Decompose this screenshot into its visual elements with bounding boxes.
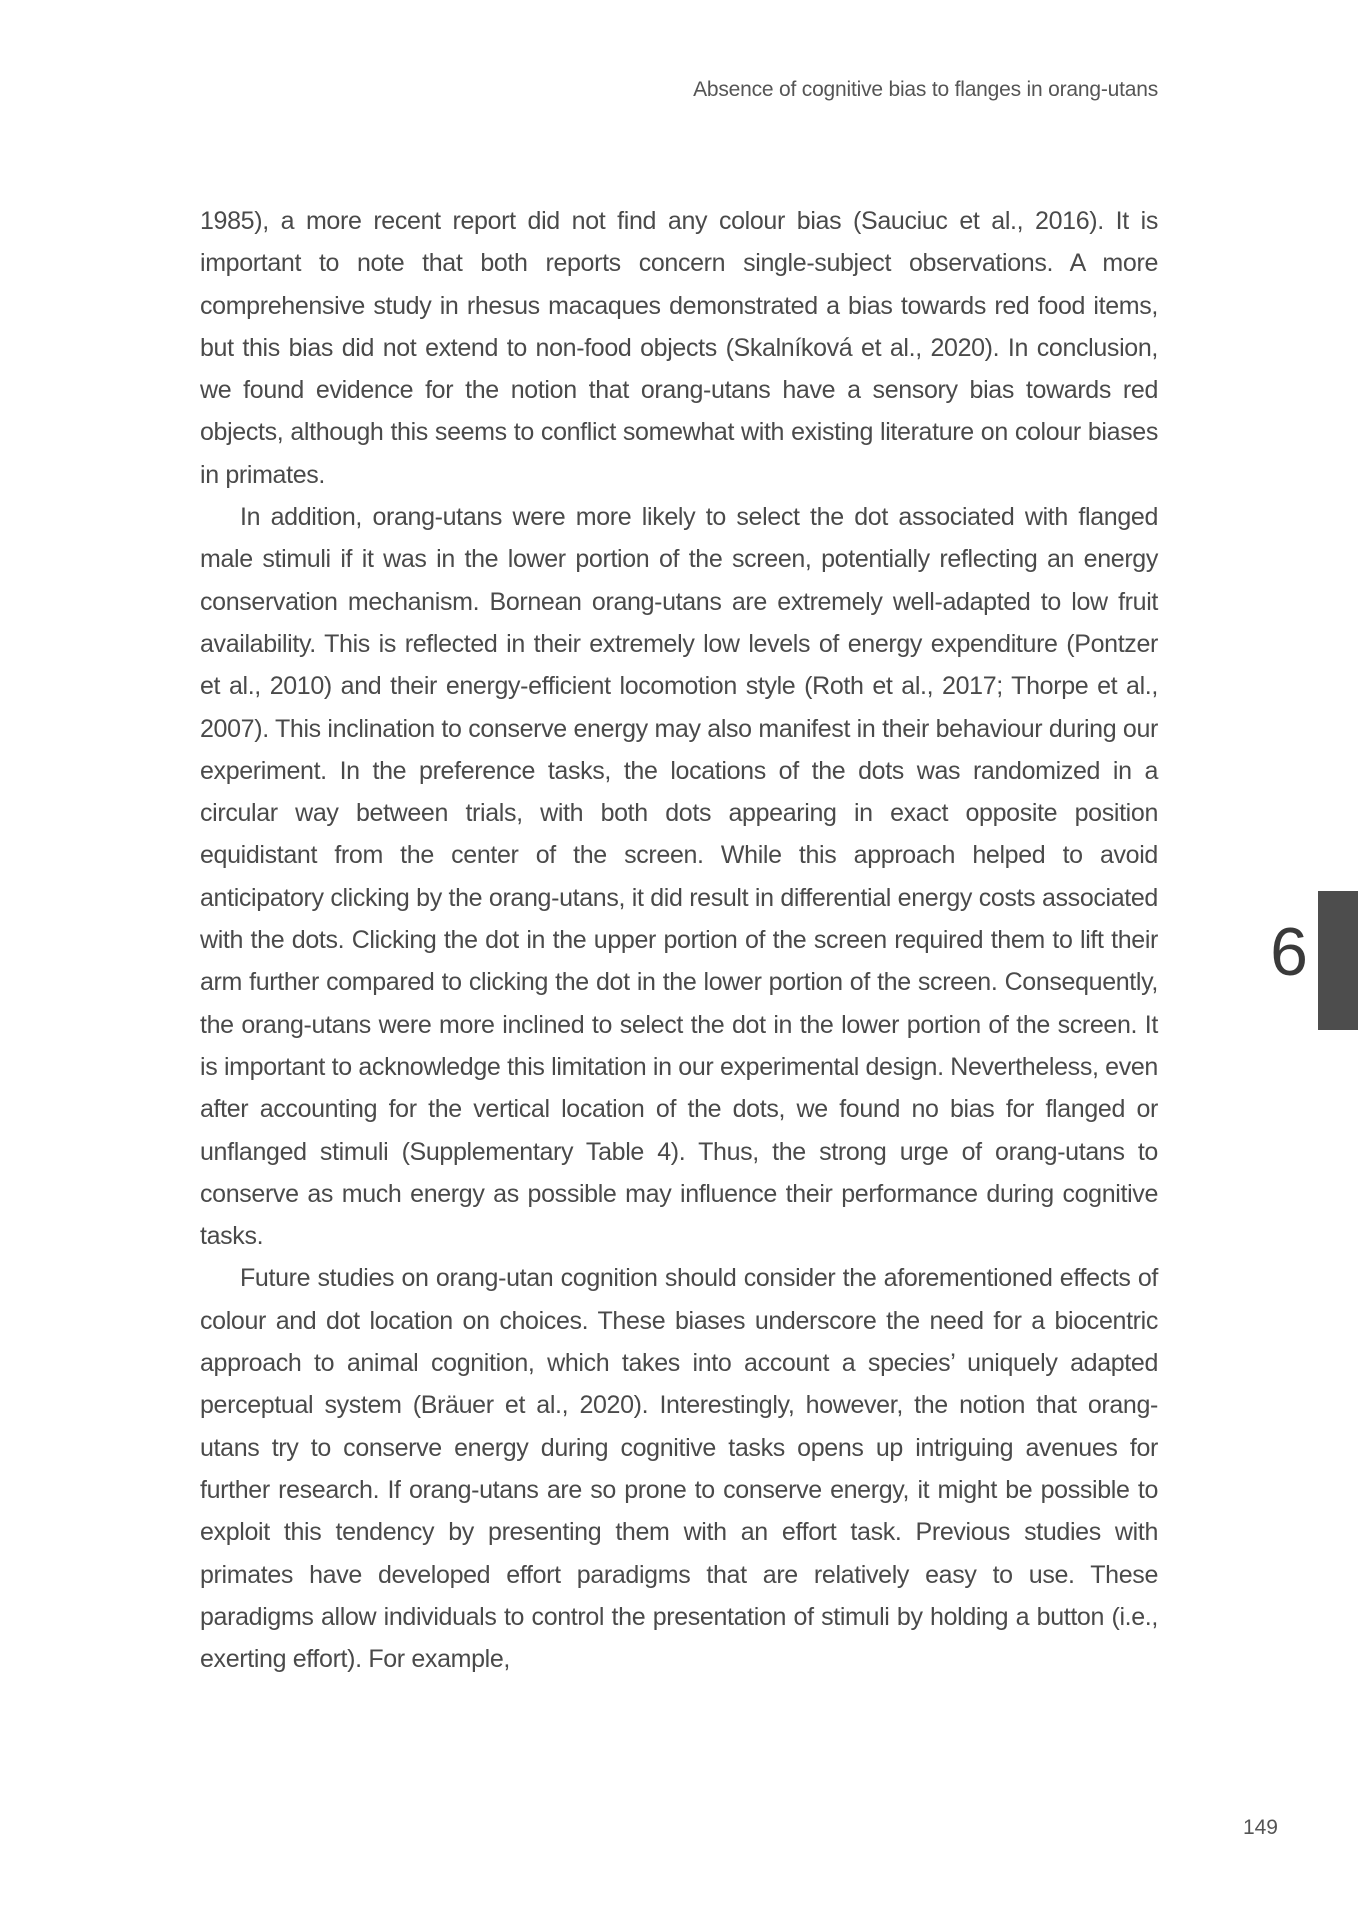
body-text: [200, 200, 1158, 1680]
chapter-tab-marker: [1318, 891, 1358, 1030]
paragraph: Future studies on orang-utan cognition should consider the aforementioned effects of colour and dot location on choices. These biases underscore the need for a biocentric approach to animal cognition, which takes into account a species’ uniquely adapted perceptual system (Bräuer et al., 2020). Interestingly, however, the notion that orang-utans try to conserve energy during cognitive tasks opens up intriguing avenues for further research. If orang-utans are so prone to conserve energy, it might be possible to exploit this tendency by presenting them with an effort task. Previous studies with primates have developed effort paradigms that are relatively easy to use. These paradigms allow individuals to control the presentation of stimuli by holding a button (i.e., exerting effort). For example,: [200, 1264, 1158, 1674]
chapter-number: 6: [1270, 914, 1308, 990]
paragraph: 1985), a more recent report did not find any colour bias (Sauciuc et al., 2016). It is important to note that both reports concern single-subject observations. A more comprehensive study in rhesus macaques demonstrated a bias towards red food items, but this bias did not extend to non-food objects (Skalníková et al., 2020). In conclusion, we found evidence for the notion that orang-utans have a sensory bias towards red objects, although this seems to conflict somewhat with existing literature on colour biases in primates.: [200, 207, 1158, 489]
running-header: Absence of cognitive bias to flanges in orang-utans: [693, 78, 1158, 101]
paragraph: In addition, orang-utans were more likely to select the dot associated with flanged male stimuli if it was in the lower portion of the screen, potentially reflecting an energy conservation mechanism. Bornean orang-utans are extremely well-adapted to low fruit availability. This is reflected in their extremely low levels of energy expenditure (Pontzer et al., 2010) and their energy-efficient locomotion style (Roth et al., 2017; Thorpe et al., 2007). This inclination to conserve energy may also manifest in their behaviour during our experiment. In the preference tasks, the locations of the dots was randomized in a circular way between trials, with both dots appearing in exact opposite position equidistant from the center of the screen. While this approach helped to avoid anticipatory clicking by the orang-utans, it did result in differential energy costs associated with the dots. Clicking the dot in the upper portion of the screen required them to lift their arm further compared to clicking the dot in the lower portion of the screen. Consequently, the orang-utans were more inclined to select the dot in the lower portion of the screen. It is important to acknowledge this limitation in our experimental design. Nevertheless, even after accounting for the vertical location of the dots, we found no bias for flanged or unflanged stimuli (Supplementary Table 4). Thus, the strong urge of orang-utans to conserve as much energy as possible may influence their performance during cognitive tasks.: [200, 503, 1158, 1251]
page-number: 149: [1242, 1816, 1278, 1839]
